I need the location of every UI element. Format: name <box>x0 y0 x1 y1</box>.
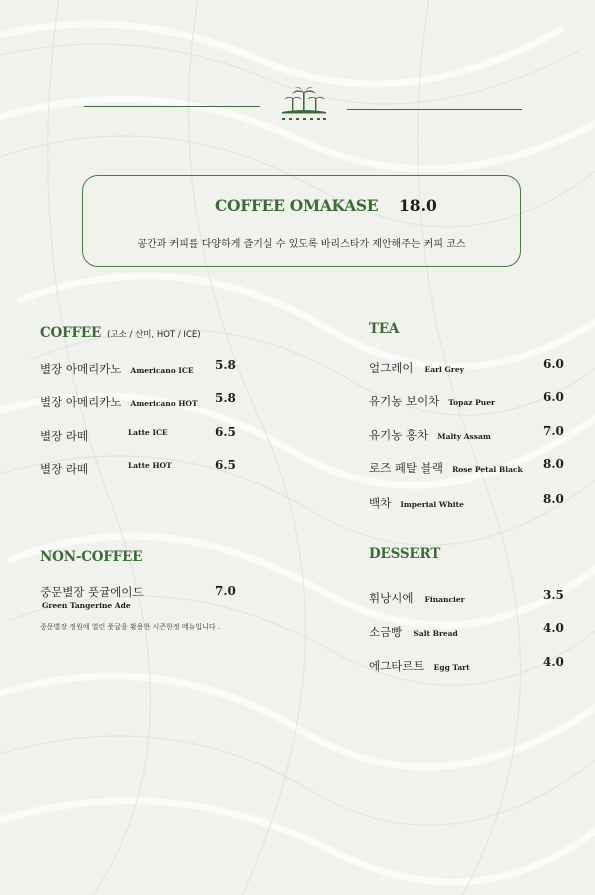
header-rule-left <box>84 106 260 107</box>
item-name-en: Latte ICE <box>128 428 168 437</box>
omakase-price: 18.0 <box>399 196 437 215</box>
coffee-section-title <box>40 325 201 341</box>
non-coffee-title: NON-COFFEE <box>40 549 143 565</box>
item-price: 5.8 <box>215 358 236 372</box>
header-rule-right <box>347 109 522 110</box>
menu-item <box>369 424 491 443</box>
item-name-ko: 로즈 페탈 블랙 <box>369 461 443 475</box>
item-name-ko: 백차 <box>369 496 392 510</box>
item-price: 8.0 <box>543 457 564 471</box>
menu-item <box>369 587 465 606</box>
palm-tree-logo-icon <box>278 84 330 124</box>
item-price: 8.0 <box>543 492 564 506</box>
coffee-title: COFFEE <box>40 325 102 341</box>
item-name-en: Latte HOT <box>128 461 172 470</box>
menu-item <box>369 357 464 376</box>
item-name-ko: 별장 라떼 <box>40 462 89 476</box>
item-name-ko: 유기농 홍차 <box>369 428 429 442</box>
menu-item <box>40 458 88 477</box>
menu-item <box>369 492 464 511</box>
item-price: 3.5 <box>543 588 564 602</box>
menu-item <box>369 655 470 674</box>
item-name-ko: 유기농 보이차 <box>369 394 440 408</box>
tea-section-title: TEA <box>369 321 400 337</box>
item-name-ko: 소금빵 <box>369 625 403 639</box>
item-name-ko: 별장 아메리카노 <box>40 395 122 409</box>
coffee-options-note: (고소 / 산미, HOT / ICE) <box>107 330 201 340</box>
menu-item <box>40 425 88 444</box>
menu-item <box>40 358 194 377</box>
menu-item <box>369 621 458 640</box>
item-price: 4.0 <box>543 655 564 669</box>
item-price: 6.5 <box>215 425 236 439</box>
item-name-en: Green Tangerine Ade <box>42 601 131 610</box>
item-name-en: Earl Grey <box>424 365 465 374</box>
omakase-box <box>82 175 521 267</box>
item-price: 6.5 <box>215 458 236 472</box>
item-name-en: Egg Tart <box>433 663 470 672</box>
non-coffee-note: 중문별장 정원에 열린 풋귤을 활용한 시즌한정 메뉴입니다 . <box>40 623 221 631</box>
item-price: 7.0 <box>215 584 236 598</box>
menu-item <box>369 390 495 409</box>
item-name-en: Americano HOT <box>130 399 198 408</box>
item-name-en: Americano ICE <box>130 366 194 375</box>
item-price: 6.0 <box>543 357 564 371</box>
item-price: 5.8 <box>215 391 236 405</box>
item-name-ko: 중문별장 풋귤에이드 <box>40 585 144 599</box>
item-price: 6.0 <box>543 390 564 404</box>
item-name-en: Financier <box>424 595 465 604</box>
item-name-ko: 얼그레이 <box>369 361 414 375</box>
omakase-title: COFFEE OMAKASE <box>215 196 379 215</box>
item-price: 7.0 <box>543 424 564 438</box>
item-price: 4.0 <box>543 621 564 635</box>
menu-item <box>40 391 198 410</box>
omakase-description: 공간과 커피를 다양하게 즐기실 수 있도록 바리스타가 제안해주는 커피 코스 <box>137 239 466 250</box>
item-name-en: Salt Bread <box>413 629 458 638</box>
item-name-en: Topaz Puer <box>448 398 495 407</box>
item-name-ko: 에그타르트 <box>369 659 425 673</box>
item-name-ko: 별장 라떼 <box>40 429 89 443</box>
item-name-ko: 휘낭시에 <box>369 591 414 605</box>
item-name-en: Imperial White <box>400 500 464 509</box>
menu-item <box>369 457 523 476</box>
dessert-section-title: DESSERT <box>369 546 441 562</box>
item-name-ko: 별장 아메리카노 <box>40 362 122 376</box>
item-name-en: Rose Petal Black <box>452 465 523 474</box>
item-name-en: Malty Assam <box>437 432 491 441</box>
